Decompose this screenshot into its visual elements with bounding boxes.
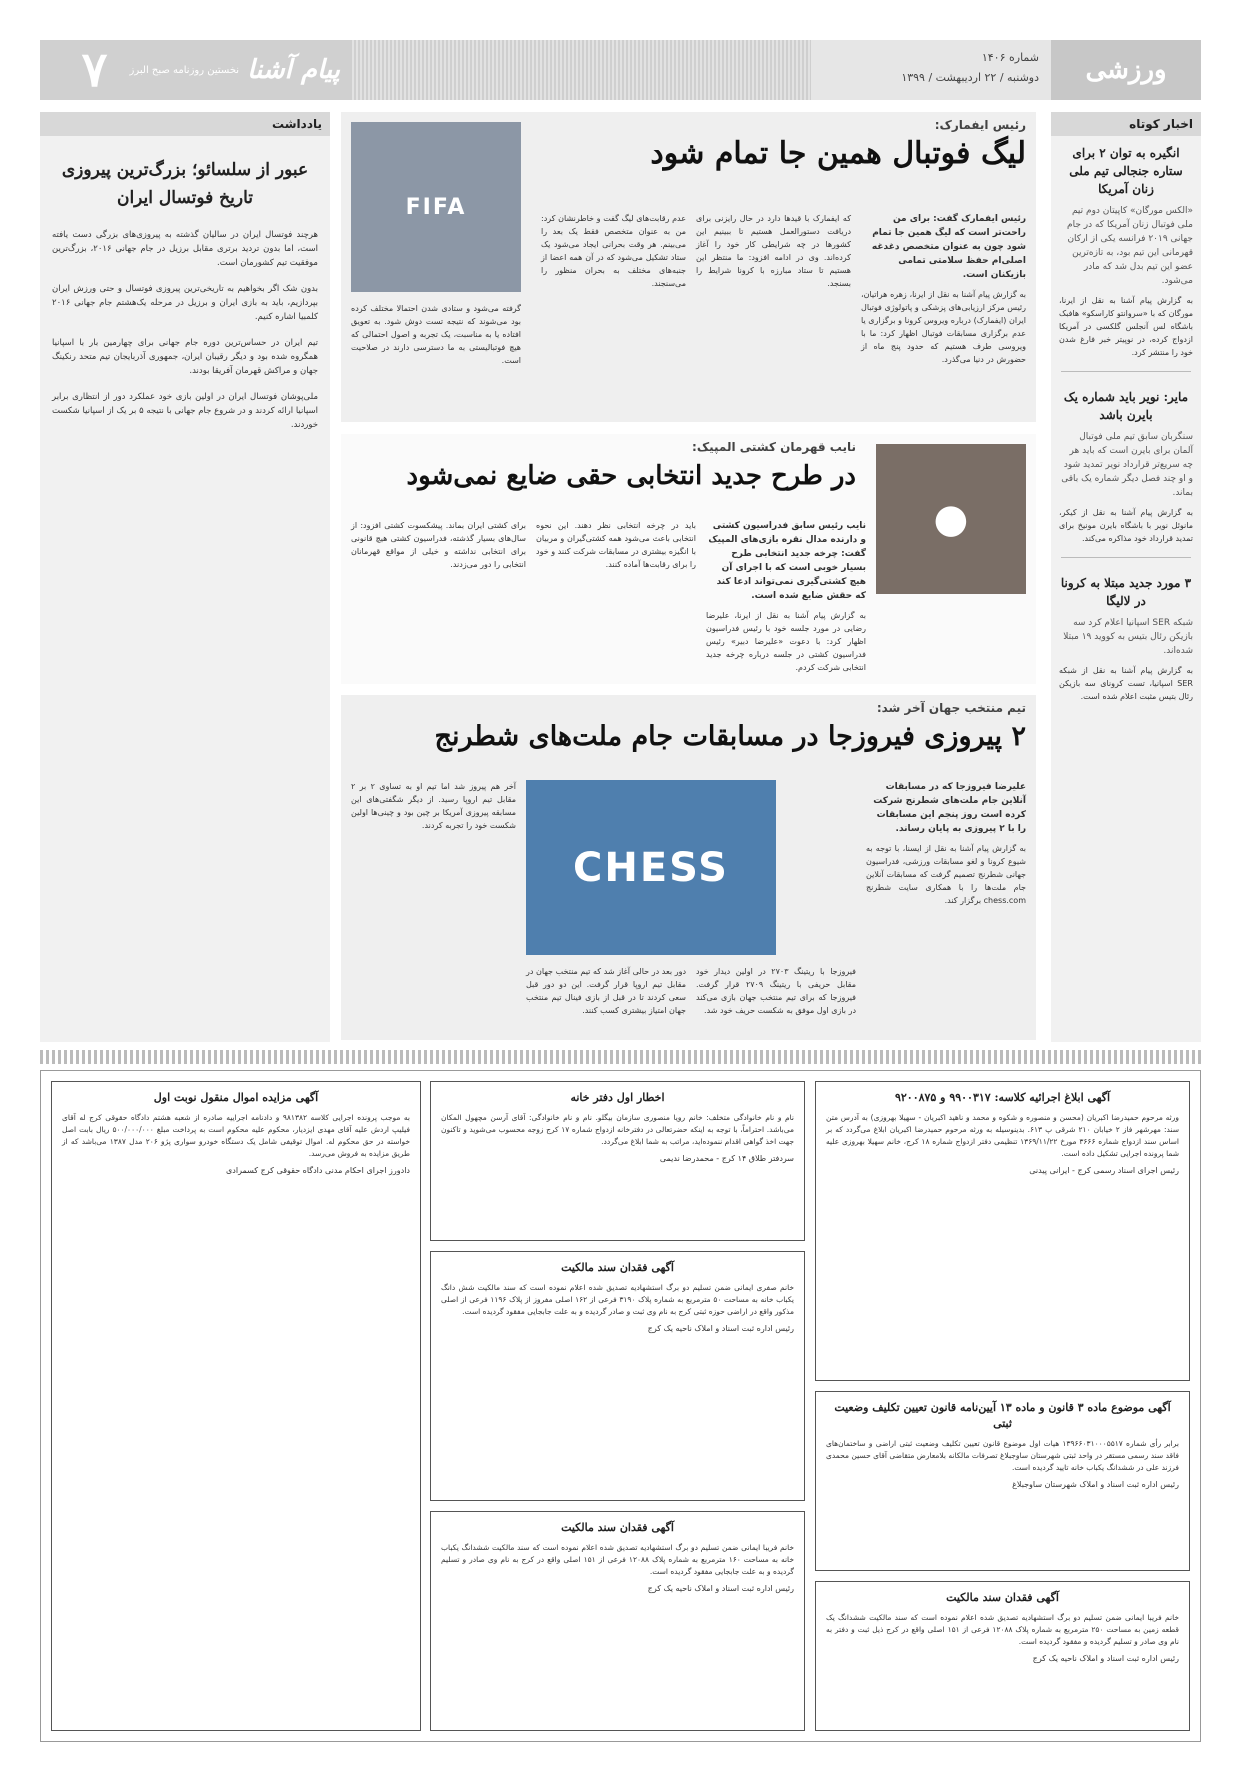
page-header [40, 40, 1201, 100]
header-pattern [350, 40, 811, 100]
ad-text: خانم صفری ایمانی ضمن تسلیم دو برگ استشهادیه تصدیق شده اعلام نموده است که سند مالکیت شش دانگ یکباب خانه به مساحت ۵۰ مترمربع به شماره پلاک ۳۱۹۰ فرعی از ۱۶۲ اصلی مفروز از پلاک ۱۱۹۶ فرعی از اصلی مذکور واقع در اراضی حوزه ثبتی کرج به نام وی ثبت و صادر گردیده و به علت جابجایی مفقود گردیده است. [441, 1283, 794, 1316]
ads-divider [40, 1050, 1201, 1064]
ads-section [40, 1070, 1201, 1742]
ad-title: آگهی موضوع ماده ۳ قانون و ماده ۱۳ آیین‌نامه قانون تعیین تکلیف وضعیت ثبتی [834, 1401, 1171, 1430]
article-photo [876, 444, 1026, 594]
ad-title: آگهی فقدان سند مالکیت [946, 1591, 1059, 1604]
article-body: باید در چرخه انتخابی نظر دهند. این نحوه انتخابی باعث می‌شود همه کشتی‌گیران و مربیان با انگیزه بیشتری در مسابقات شرکت کنند و خود را برای رقابت‌ها آماده کنند. [536, 521, 696, 569]
ad-block [815, 1081, 1190, 1381]
article-kicker: نایب قهرمان کشتی المپیک: [692, 440, 856, 454]
section-banner [1051, 40, 1201, 100]
opinion-title: عبور از سلسائو؛ بزرگ‌ترین پیروزی تاریخ فوتسال ایران [61, 160, 309, 208]
article-body: عدم رقابت‌های لیگ گفت و خاطرنشان کرد: من به عنوان متخصص فقط یک بعد را می‌بینم. هر وقت بحرانی ایجاد می‌شود یک ستاد تشکیل می‌شود که در آن همه اعضا از جنبه‌های مختلف به بحران منظور را می‌سنجند. [541, 214, 686, 288]
issue-info [811, 40, 1051, 100]
brief-title: ۳ مورد جدید مبتلا به کرونا در لالیگا [1060, 576, 1192, 608]
ad-signature: رئیس اداره ثبت اسناد و املاک ناحیه یک کرج [1032, 1654, 1179, 1663]
ad-text: برابر رأی شماره ۱۳۹۶۶۰۳۱۰۰۰۵۵۱۷ هیات اول موضوع قانون تعیین تکلیف وضعیت ثبتی اراضی و ساختمان‌های فاقد سند رسمی مستقر در واحد ثبتی شهرستان ساوجبلاغ تصرفات مالکانه بلامعارض متقاضی آقای حسین محمدی فرزند علی در ششدانگ یکباب خانه تایید گردیده است. [826, 1439, 1179, 1472]
ad-text: به موجب پرونده اجرایی کلاسه ۹۸۱۳۸۲ و دادنامه اجراییه صادره از شعبه هشتم دادگاه حقوقی کرج له آقای فیلیپ اردش علیه آقای مهدی ایزدیار، محکوم علیه محکوم است به پرداخت مبلغ ۵۰۰/۰۰۰/۰۰۰ ریال بابت اصل خواسته در حق محکوم له. اموال توقیفی شامل یک دستگاه خودرو سواری پژو ۲۰۶ مدل ۱۳۸۷ می‌باشد که از طریق مزایده به فروش می‌رسد. [62, 1113, 410, 1158]
ad-block [430, 1251, 805, 1501]
article-lead: علیرضا فیروزجا که در مسابقات آنلاین جام ملت‌های شطرنج شرکت کرده است روز پنجم این مسابقات را با ۲ پیروزی به پایان رساند. [873, 782, 1026, 834]
article-kicker: رئیس ایفمارک: [934, 118, 1026, 132]
ad-text: خانم فریبا ایمانی ضمن تسلیم دو برگ استشهادیه تصدیق شده اعلام نموده است که سند مالکیت ششدانگ یک قطعه زمین به مساحت ۲۵۰ مترمربع به شماره پلاک ۱۲۰۸۸ فرعی از ۱۵۱ اصلی واقع در کرج ذیل ثبت و دفتر به نام وی صادر و تسلیم گردیده و مفقود گردیده است. [826, 1613, 1179, 1646]
ad-block [51, 1081, 421, 1731]
opinion-paragraph: ملی‌پوشان فوتسال ایران در اولین بازی خود عملکرد دور از انتظاری برابر اسپانیا ارائه کردند و در شروع جام جهانی با نتیجه ۵ بر یک از اسپانیا شکست خوردند. [52, 392, 318, 430]
article-body: گرفته می‌شود و ستادی شدن احتمالا مختلف کرده بود می‌شوند که نتیجه تست دوش شود. به تعویق افتاده یا به مناسبت، یک تجربه و اصول احتمالی که هیچ فوتبالیستی به ما دسترسی دارند در صلاحیت است. [351, 304, 521, 365]
brief-item [1051, 380, 1201, 549]
article-body: به گزارش پیام آشنا به نقل از ایسنا، با توجه به شیوع کرونا و لغو مسابقات ورزشی، فدراسیون جهانی شطرنج تصمیم گرفت که مسابقات آنلاین جام ملت‌ها را با همکاری سایت شطرنج chess.com برگزار کند. [866, 844, 1026, 905]
ad-signature: رئیس اداره ثبت اسناد و املاک ناحیه یک کرج [647, 1324, 794, 1333]
ad-title: آگهی فقدان سند مالکیت [561, 1521, 674, 1534]
article-body: به گزارش پیام آشنا به نقل از ایرنا، زهره هراتیان، رئیس مرکز ارزیابی‌های پزشکی و پاتولوژی فوتبال ایران (ایفمارک) درباره ویروس کرونا و برگزاری یا عدم برگزاری مسابقات فوتبال اظهار کرد: ما با ویروسی طرف هستیم که حدود پنج ماه از حضورش در دنیا می‌گذرد. [861, 290, 1026, 364]
ad-block [815, 1391, 1190, 1571]
ad-signature: رئیس اداره ثبت اسناد و املاک ناحیه یک کرج [647, 1584, 794, 1593]
person-icon: ● [933, 496, 969, 542]
brief-text: به گزارش پیام آشنا به نقل از شبکه SER اسپانیا، تست کرونای سه بازیکن رئال بتیس مثبت اعلام شده است. [1059, 666, 1193, 701]
article-photo [351, 122, 521, 292]
briefs-heading: اخبار کوتاه [1051, 112, 1201, 136]
page-number: ۷ [81, 42, 108, 98]
ad-text: خانم فریبا ایمانی ضمن تسلیم دو برگ استشهادیه تصدیق شده اعلام نموده است که سند مالکیت ششدانگ یکباب خانه به مساحت ۱۶۰ مترمربع به شماره پلاک ۱۲۰۸۸ فرعی از ۱۵۱ اصلی واقع در کرج به نام وی صادر و تسلیم گردیده و به علت جابجایی مفقود گردیده است. [441, 1543, 794, 1576]
ad-signature: رئیس اجرای اسناد رسمی کرج - ایرانی پیدنی [1029, 1166, 1179, 1175]
article-body: فیروزجا با ریتینگ ۲۷۰۳ در اولین دیدار خود مقابل حریفی با ریتینگ ۲۷۰۹ قرار گرفت. فیروزجا که برای تیم منتخب جهان بازی می‌کند در بازی اول موفق به شکست حریف خود شد. [696, 967, 857, 1015]
ad-signature: رئیس اداره ثبت اسناد و املاک شهرستان ساوجبلاغ [1012, 1480, 1179, 1489]
ad-block [815, 1581, 1190, 1731]
brief-divider [1061, 557, 1191, 558]
article-body: آخر هم پیروز شد اما تیم او به تساوی ۲ بر ۲ مقابل تیم اروپا رسید. از دیگر شگفتی‌های این مسابقه پیروزی آمریکا بر چین بود و چینی‌ها اولین شکست خود را تجربه کردند. [351, 782, 516, 830]
article-body: به گزارش پیام آشنا به نقل از ایرنا، علیرضا رضایی در مورد جلسه خود با رئیس فدراسیون اظهار کرد: با دعوت «علیرضا دبیر» رئیس فدراسیون کشتی در جلسه درباره چرخه جدید انتخابی شرکت کردم. [706, 611, 866, 672]
issue-date: دوشنبه / ۲۲ اردیبهشت / ۱۳۹۹ [901, 71, 1039, 84]
masthead [40, 40, 350, 100]
ad-title: آگهی ابلاغ اجرائیه کلاسه: ۹۹۰۰۳۱۷ و ۹۲۰۰۸۷۵ [894, 1091, 1111, 1104]
brief-title: انگیره به توان ۲ برای ستاره جنجالی تیم ملی زنان آمریکا [1069, 146, 1183, 196]
ad-text: ورثه مرحوم حمیدرضا اکبریان (محسن و منصوره و شکوه و محمد و ناهید اکبریان - سهیلا بهروزی) به آدرس متن سند: مهرشهر فاز ۲ خیابان ۲۱۰ شرقی پ ۶۱۳. بدینوسیله به ورثه مرحوم حمیدرضا اکبریان ابلاغ می‌گردد که بر اساس سند ازدواج شماره ۳۶۶۶ مورخ ۱۳۶۹/۱۱/۲۲ تنظیمی دفتر ازدواج شماره ۱۸ کرج، خانم سهیلا بهروزی علیه شما پرونده اجرایی تشکیل داده است. [826, 1113, 1179, 1158]
article-photo [526, 780, 776, 955]
brief-text: به گزارش پیام آشنا به نقل از کیکر، مانوئل نویر با باشگاه بایرن مونیخ برای تمدید قرارداد خود مذاکره می‌کند. [1059, 508, 1193, 543]
brief-text: به گزارش پیام آشنا به نقل از ایرنا، مورگان که با «سروانتو کاراسکو» هافبک باشگاه لس آنجلس گلکسی در آمریکا ازدواج کرده، در نوپیتر خبر فارغ شدن خود را منتشر کرد. [1059, 296, 1193, 357]
issue-number: شماره ۱۴۰۶ [981, 51, 1039, 64]
article-headline: در طرح جدید انتخابی حقی ضایع نمی‌شود [406, 461, 856, 491]
photo-caption-logo: FIFA [405, 194, 467, 220]
brief-title: مایر: نویر باید شماره یک بایرن باشد [1063, 390, 1189, 422]
ad-title: اخطار اول دفتر خانه [570, 1091, 665, 1104]
ad-signature: دادورز اجرای احکام مدنی دادگاه حقوقی کرج کسمرادی [226, 1166, 410, 1175]
ad-block [430, 1081, 805, 1241]
ad-block [430, 1511, 805, 1731]
article-headline: ۲ پیروزی فیروزجا در مسابقات جام ملت‌های شطرنج [434, 721, 1026, 752]
article-chess [341, 695, 1036, 1040]
newspaper-logo: پیام آشنا [247, 55, 340, 85]
article-lead: رئیس ایفمارک گفت: برای من راحت‌تر است که لیگ همین جا تمام شود چون به عنوان متخصص دغدغه اصلی‌ام حفظ سلامتی تمامی بازیکنان است. [871, 214, 1026, 280]
newspaper-tagline: نخستین روزنامه صبح البرز [129, 64, 240, 76]
briefs-column [1051, 112, 1201, 1042]
opinion-paragraph: تیم ایران در حساس‌ترین دوره جام جهانی برای چهارمین بار با اسپانیا همگروه شده بود و دیگر رقیبان ایران، جمهوری آذربایجان تیم متحد رنکینگ جهان و مراکش قهرمان آفریقا بودند. [52, 338, 318, 376]
ad-title: آگهی فقدان سند مالکیت [561, 1261, 674, 1274]
brief-divider [1061, 371, 1191, 372]
ad-signature: سردفتر طلاق ۱۴ کرج - محمدرضا ندیمی [659, 1154, 794, 1163]
photo-caption-logo: CHESS [573, 844, 729, 891]
brief-item [1051, 136, 1201, 363]
ad-title: آگهی مزایده اموال منقول نوبت اول [153, 1091, 319, 1104]
opinion-paragraph: بدون شک اگر بخواهیم به تاریخی‌ترین پیروزی فوتسال و حتی ورزش ایران بپردازیم، باید به بازی ایران و برزیل در مرحله یک‌هشتم جام جهانی ۲۰۱۶ کلمبیا اشاره کنیم. [52, 284, 318, 322]
article-football-league [341, 112, 1036, 422]
article-wrestling [341, 434, 1036, 684]
brief-lead: سنگربان سابق تیم ملی فوتبال آلمان برای بایرن است که باید هر چه سریع‌تر قرارداد نویر تمدید شود و او چند فصل دیگر شماره یک باقی بماند. [1061, 432, 1193, 498]
article-kicker: تیم منتخب جهان آخر شد: [876, 701, 1026, 715]
ad-text: نام و نام خانوادگی متخلف: خانم رویا منصوری سازمان بیگلو. نام و نام خانوادگی: آقای آرسن مچهول المکان می‌باشد. احتراماً، با توجه به اینکه حضرتعالی در دفترخانه ازدواج شماره ۱۷ کرج زوجه محسوب می‌شوید و تاکنون جهت اخذ گواهی اقدام ننموده‌اید، مراتب به شما ابلاغ می‌گردد. [441, 1113, 794, 1146]
article-headline: لیگ فوتبال همین جا تمام شود [650, 136, 1026, 171]
opinion-column [40, 112, 330, 1042]
article-body: دور بعد در حالی آغاز شد که تیم منتخب جهان در مقابل تیم اروپا قرار گرفت. این دو دور قبل سعی کردند تا در قبل از بازی فینال تیم منتخب جهان امتیاز بیشتری کسب کنند. [526, 967, 686, 1015]
brief-item [1051, 566, 1201, 707]
article-body: که ایفمارک با قیدها دارد در حال رایزنی برای دریافت دستورالعمل هستیم تا ببینیم این کشورها در چه شرایطی کار خود را آغاز کرده‌اند. وی در ادامه افزود: ما منتظر این هستیم تا ستاد مبارزه با کرونا شرایط را بسنجد. [696, 214, 851, 288]
opinion-heading: یادداشت [40, 112, 330, 136]
section-title: ورزشی [1085, 55, 1167, 85]
article-body: برای کشتی ایران بماند. پیشکسوت کشتی افزود: از سال‌های بسیار گذشته، فدراسیون کشتی هیچ قانونی برای انتخابی نداشته و خیلی از مواقع قهرمانان انتخابی را دور می‌زدند. [351, 521, 526, 569]
article-lead: نایب رئیس سابق فدراسیون کشتی و دارنده مدال نقره بازی‌های المپیک گفت: چرخه جدید انتخابی طرح بسیار خوبی است که با اجرای آن هیچ کشتی‌گیری نمی‌تواند ادعا کند که حقش ضایع شده است. [708, 521, 866, 601]
brief-lead: «الکس مورگان» کاپیتان دوم تیم ملی فوتبال زنان آمریکا که در جام جهانی ۲۰۱۹ فرانسه یکی از ارکان قهرمانی این تیم بود، به تازه‌ترین عضو این تیم بدل شد که مادر می‌شود. [1067, 206, 1193, 286]
brief-lead: شبکه SER اسپانیا اعلام کرد سه بازیکن رئال بتیس به کووید ۱۹ مبتلا شده‌اند. [1063, 618, 1193, 656]
opinion-paragraph: هرچند فوتسال ایران در سالیان گذشته به پیروزی‌های بزرگی دست یافته است، اما بدون تردید برتری مقابل برزیل در جام جهانی ۲۰۱۶، بزرگ‌ترین موفقیت تیم کشورمان است. [52, 230, 319, 268]
